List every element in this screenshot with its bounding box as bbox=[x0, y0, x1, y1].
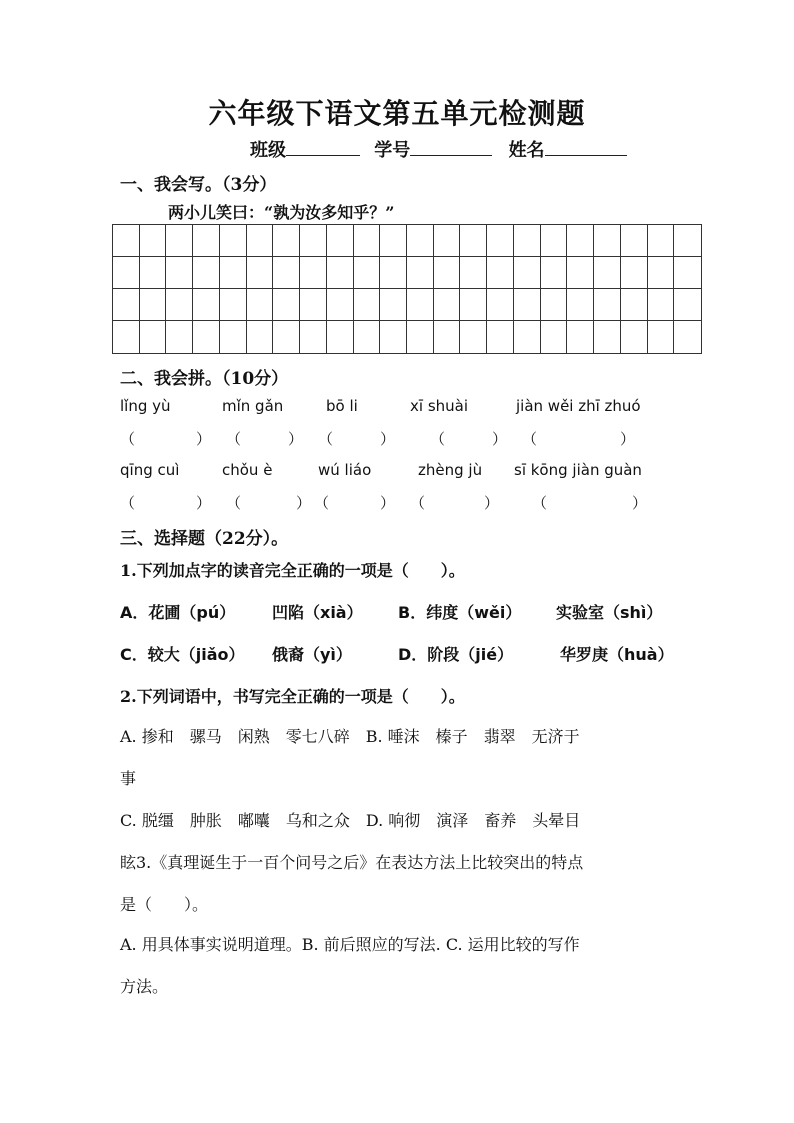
paren-open: （ bbox=[314, 494, 330, 512]
grid-cell[interactable] bbox=[487, 289, 514, 321]
section2-heading: 二、我会拼。（10分） bbox=[120, 369, 289, 389]
student-info bbox=[250, 136, 627, 162]
grid-cell[interactable] bbox=[247, 289, 274, 321]
grid-cell[interactable] bbox=[674, 257, 701, 289]
grid-cell[interactable] bbox=[460, 225, 487, 257]
q2-stem: 2.下列词语中，书写完全正确的一项是（ ）。 bbox=[120, 687, 465, 706]
pinyin-6: qīng cuì bbox=[120, 461, 180, 479]
paren-close: ） bbox=[380, 430, 396, 448]
q1-option-b2: 实验室（shì） bbox=[556, 603, 663, 622]
grid-cell[interactable] bbox=[567, 289, 594, 321]
grid-cell[interactable] bbox=[113, 289, 140, 321]
q1-option-c1[interactable]: C．较大（jiǎo） bbox=[120, 645, 245, 664]
grid-cell[interactable] bbox=[594, 225, 621, 257]
grid-cell[interactable] bbox=[354, 321, 381, 353]
grid-cell[interactable] bbox=[648, 289, 675, 321]
name-label: 姓名 bbox=[508, 140, 545, 161]
paren-open: （ bbox=[226, 430, 242, 448]
grid-cell[interactable] bbox=[434, 225, 461, 257]
grid-cell[interactable] bbox=[567, 225, 594, 257]
grid-cell[interactable] bbox=[247, 257, 274, 289]
paren-close: ） bbox=[492, 430, 508, 448]
grid-cell[interactable] bbox=[407, 321, 434, 353]
grid-cell[interactable] bbox=[273, 257, 300, 289]
grid-cell[interactable] bbox=[541, 257, 568, 289]
paren-open: （ bbox=[120, 494, 136, 512]
q1-option-a2: 凹陷（xià） bbox=[272, 603, 363, 622]
grid-cell[interactable] bbox=[273, 321, 300, 353]
paren-open: （ bbox=[226, 494, 242, 512]
grid-cell[interactable] bbox=[166, 257, 193, 289]
grid-cell[interactable] bbox=[487, 257, 514, 289]
grid-cell[interactable] bbox=[594, 289, 621, 321]
grid-cell[interactable] bbox=[434, 289, 461, 321]
grid-cell[interactable] bbox=[220, 289, 247, 321]
grid-cell[interactable] bbox=[407, 257, 434, 289]
grid-cell[interactable] bbox=[193, 225, 220, 257]
grid-cell[interactable] bbox=[567, 321, 594, 353]
grid-cell[interactable] bbox=[300, 321, 327, 353]
q2-line-4: 眩3.《真理诞生于一百个问号之后》在表达方法上比较突出的特点 bbox=[120, 853, 584, 872]
q1-option-c2: 俄裔（yì） bbox=[272, 645, 352, 664]
grid-cell[interactable] bbox=[300, 257, 327, 289]
grid-cell[interactable] bbox=[541, 225, 568, 257]
grid-cell[interactable] bbox=[327, 321, 354, 353]
grid-cell[interactable] bbox=[514, 321, 541, 353]
grid-cell[interactable] bbox=[460, 321, 487, 353]
grid-cell[interactable] bbox=[273, 289, 300, 321]
pinyin-1: lǐng yù bbox=[120, 397, 171, 415]
grid-cell[interactable] bbox=[247, 225, 274, 257]
paren-open: （ bbox=[120, 430, 136, 448]
grid-cell[interactable] bbox=[380, 321, 407, 353]
grid-cell[interactable] bbox=[300, 225, 327, 257]
grid-cell[interactable] bbox=[140, 225, 167, 257]
q1-option-b1[interactable]: B．纬度（wěi） bbox=[398, 603, 522, 622]
grid-cell[interactable] bbox=[460, 289, 487, 321]
grid-cell[interactable] bbox=[380, 225, 407, 257]
grid-cell[interactable] bbox=[273, 225, 300, 257]
q1-stem: 1.下列加点字的读音完全正确的一项是（ ）。 bbox=[120, 561, 465, 580]
grid-cell[interactable] bbox=[594, 321, 621, 353]
grid-cell[interactable] bbox=[220, 257, 247, 289]
grid-cell[interactable] bbox=[193, 321, 220, 353]
grid-cell[interactable] bbox=[648, 321, 675, 353]
grid-cell[interactable] bbox=[327, 225, 354, 257]
paren-open: （ bbox=[522, 430, 538, 448]
section1-sentence: 两小儿笑曰：“孰为汝多知乎？” bbox=[168, 203, 395, 222]
grid-cell[interactable] bbox=[621, 289, 648, 321]
paren-close: ） bbox=[484, 494, 500, 512]
grid-cell[interactable] bbox=[354, 289, 381, 321]
q2-line-2: 事 bbox=[120, 769, 137, 788]
pinyin-3: bō li bbox=[326, 397, 358, 415]
grid-cell[interactable] bbox=[674, 289, 701, 321]
q2-line-5: 是（ ）。 bbox=[120, 895, 209, 914]
number-label: 学号 bbox=[374, 140, 411, 161]
grid-cell[interactable] bbox=[300, 289, 327, 321]
grid-cell[interactable] bbox=[220, 321, 247, 353]
paren-open: （ bbox=[318, 430, 334, 448]
grid-cell[interactable] bbox=[541, 321, 568, 353]
pinyin-9: zhèng jù bbox=[418, 461, 483, 479]
grid-cell[interactable] bbox=[621, 225, 648, 257]
grid-cell[interactable] bbox=[140, 321, 167, 353]
grid-cell[interactable] bbox=[113, 321, 140, 353]
grid-cell[interactable] bbox=[674, 225, 701, 257]
q3-line-1: A. 用具体事实说明道理。B. 前后照应的写法. C. 运用比较的写作 bbox=[120, 935, 580, 954]
q2-line-3: C. 脱缰 肿胀 嘟囔 乌和之众 D. 响彻 演泽 畜养 头晕目 bbox=[120, 811, 581, 830]
grid-cell[interactable] bbox=[514, 257, 541, 289]
paren-close: ） bbox=[196, 430, 212, 448]
grid-cell[interactable] bbox=[113, 225, 140, 257]
section3-heading: 三、选择题（22分）。 bbox=[120, 529, 289, 549]
grid-cell[interactable] bbox=[434, 321, 461, 353]
grid-cell[interactable] bbox=[434, 257, 461, 289]
q2-line-1: A. 掺和 骡马 闲熟 零七八碎 B. 唾沫 榛子 翡翠 无济于 bbox=[120, 727, 580, 746]
grid-cell[interactable] bbox=[166, 321, 193, 353]
paren-open: （ bbox=[410, 494, 426, 512]
name-blank[interactable] bbox=[545, 138, 627, 156]
grid-cell[interactable] bbox=[220, 225, 247, 257]
writing-grid[interactable] bbox=[112, 224, 702, 354]
grid-cell[interactable] bbox=[648, 257, 675, 289]
grid-cell[interactable] bbox=[193, 289, 220, 321]
pinyin-4: xī shuài bbox=[410, 397, 469, 415]
grid-cell[interactable] bbox=[166, 225, 193, 257]
grid-cell[interactable] bbox=[674, 321, 701, 353]
paren-close: ） bbox=[620, 430, 636, 448]
q3-line-2: 方法。 bbox=[120, 977, 169, 996]
grid-cell[interactable] bbox=[407, 225, 434, 257]
grid-cell[interactable] bbox=[407, 289, 434, 321]
grid-cell[interactable] bbox=[327, 257, 354, 289]
grid-cell[interactable] bbox=[380, 257, 407, 289]
grid-cell[interactable] bbox=[460, 257, 487, 289]
grid-cell[interactable] bbox=[354, 225, 381, 257]
paren-open: （ bbox=[532, 494, 548, 512]
grid-cell[interactable] bbox=[487, 321, 514, 353]
paren-close: ） bbox=[288, 430, 304, 448]
grid-cell[interactable] bbox=[594, 257, 621, 289]
number-blank[interactable] bbox=[410, 138, 492, 156]
paren-close: ） bbox=[296, 494, 312, 512]
class-label: 班级 bbox=[250, 140, 286, 161]
pinyin-2: mǐn gǎn bbox=[222, 397, 284, 415]
class-blank[interactable] bbox=[286, 138, 360, 156]
grid-cell[interactable] bbox=[567, 257, 594, 289]
grid-cell[interactable] bbox=[166, 289, 193, 321]
grid-cell[interactable] bbox=[193, 257, 220, 289]
paren-close: ） bbox=[632, 494, 648, 512]
pinyin-5: jiàn wěi zhī zhuó bbox=[516, 397, 641, 415]
q1-option-d2: 华罗庚（huà） bbox=[560, 645, 674, 664]
paren-open: （ bbox=[430, 430, 446, 448]
q1-option-d1[interactable]: D．阶段（jié） bbox=[398, 645, 514, 664]
section1-heading: 一、我会写。（3分） bbox=[120, 175, 277, 195]
grid-cell[interactable] bbox=[648, 225, 675, 257]
grid-cell[interactable] bbox=[380, 289, 407, 321]
grid-cell[interactable] bbox=[354, 257, 381, 289]
grid-cell[interactable] bbox=[327, 289, 354, 321]
grid-cell[interactable] bbox=[514, 225, 541, 257]
pinyin-7: chǒu è bbox=[222, 461, 273, 479]
grid-cell[interactable] bbox=[514, 289, 541, 321]
paren-close: ） bbox=[196, 494, 212, 512]
grid-cell[interactable] bbox=[487, 225, 514, 257]
grid-cell[interactable] bbox=[247, 321, 274, 353]
grid-cell[interactable] bbox=[541, 289, 568, 321]
page-title: 六年级下语文第五单元检测题 bbox=[208, 97, 586, 130]
pinyin-10: sī kōng jiàn guàn bbox=[514, 461, 642, 479]
q1-option-a1[interactable]: A．花圃（pú） bbox=[120, 603, 236, 622]
pinyin-8: wú liáo bbox=[318, 461, 372, 479]
grid-cell[interactable] bbox=[140, 257, 167, 289]
grid-cell[interactable] bbox=[140, 289, 167, 321]
grid-cell[interactable] bbox=[113, 257, 140, 289]
grid-cell[interactable] bbox=[621, 257, 648, 289]
grid-cell[interactable] bbox=[621, 321, 648, 353]
paren-close: ） bbox=[380, 494, 396, 512]
